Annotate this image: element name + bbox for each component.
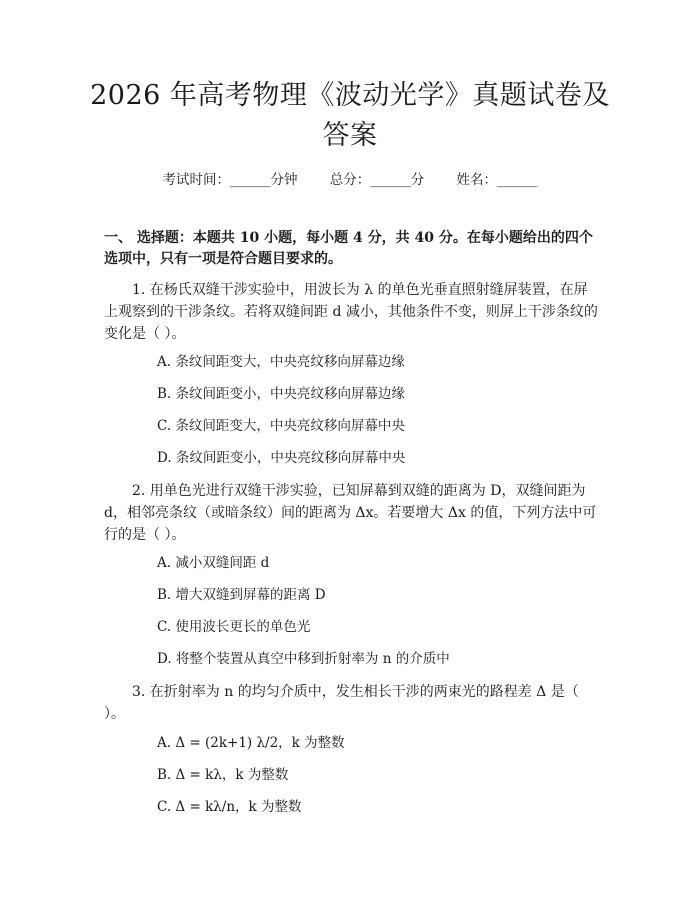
- section-header: 一、 选择题：本题共 10 小题，每小题 4 分，共 40 分。在每小题给出的四个选项中，只有一项是符合题目要求的。: [104, 230, 593, 267]
- question-1-stem: 1. 在杨氏双缝干涉实验中，用波长为 λ 的单色光垂直照射缝屏装置，在屏上观察到的干涉条纹。若将双缝间距 d 减小，其他条件不变，则屏上干涉条纹的变化是（ ）。: [104, 282, 598, 342]
- question-3-option-b: B. Δ = kλ，k 为整数: [157, 767, 289, 783]
- question-2-option-a: A. 减小双缝间距 d: [157, 555, 270, 571]
- question-2-stem: 2. 用单色光进行双缝干涉实验，已知屏幕到双缝的距离为 D，双缝间距为 d，相邻亮条纹（或暗条纹）间的距离为 Δx。若要增大 Δx 的值，下列方法中可行的是（ ）。: [104, 483, 597, 543]
- exam-time-field: 考试时间：______分钟: [162, 172, 298, 188]
- question-1-option-d: D. 条纹间距变小，中央亮纹移向屏幕中央: [157, 450, 406, 466]
- question-3-option-c: C. Δ = kλ/n，k 为整数: [157, 799, 302, 815]
- question-1-option-a: A. 条纹间距变大，中央亮纹移向屏幕边缘: [157, 354, 405, 370]
- question-1-option-c: C. 条纹间距变大，中央亮纹移向屏幕中央: [157, 418, 405, 434]
- question-2-option-c: C. 使用波长更长的单色光: [157, 619, 311, 635]
- question-2-option-b: B. 增大双缝到屏幕的距离 D: [157, 587, 326, 603]
- document-title: 2026 年高考物理《波动光学》真题试卷及答案: [90, 80, 610, 151]
- exam-info-line: [0, 168, 700, 188]
- question-3-stem: 3. 在折射率为 n 的均匀介质中，发生相长干涉的两束光的路程差 Δ 是（ ）。: [104, 684, 579, 722]
- total-score-field: 总分：______分: [329, 172, 425, 188]
- question-2-option-d: D. 将整个装置从真空中移到折射率为 n 的介质中: [157, 651, 450, 667]
- student-name-field: 姓名：______: [456, 172, 538, 188]
- question-3-option-a: A. Δ = (2k+1) λ/2，k 为整数: [157, 735, 345, 751]
- question-1-option-b: B. 条纹间距变小，中央亮纹移向屏幕边缘: [157, 386, 406, 402]
